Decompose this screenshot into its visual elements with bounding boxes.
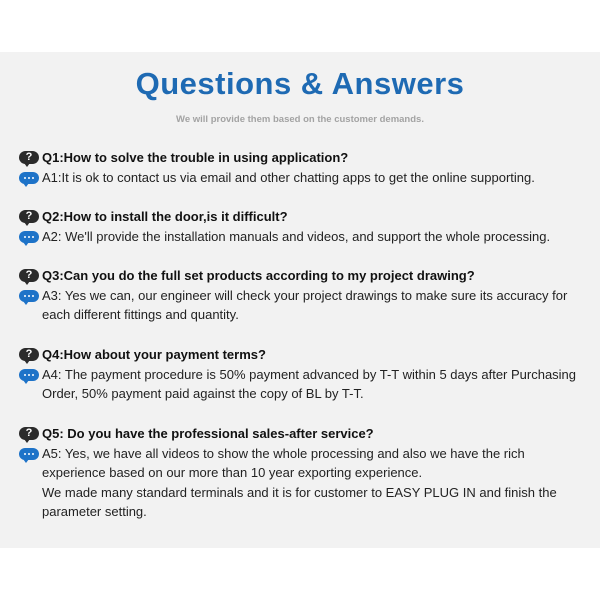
answer-row-continued: [19, 384, 597, 404]
question-text: Q2:How to install the door,is it difficult?: [42, 209, 288, 224]
question-bubble-icon: ?: [19, 348, 39, 361]
answer-row: [19, 365, 597, 385]
answer-row-continued: [19, 483, 597, 503]
answer-text-line: Order, 50% payment paid against the copy of BL by T-T.: [42, 386, 364, 401]
answer-text-line: A3: Yes we can, our engineer will check your project drawings to make sure its accuracy for: [42, 287, 568, 303]
question-text: Q3:Can you do the full set products according to my project drawing?: [42, 268, 475, 283]
question-row: [19, 345, 597, 365]
answer-row: [19, 227, 597, 247]
qa-item-1: [19, 148, 597, 187]
answer-bubble-icon: [19, 172, 39, 184]
answer-row: [19, 444, 597, 464]
answer-bubble-icon: [19, 231, 39, 243]
question-text: Q5: Do you have the professional sales-after service?: [42, 426, 374, 441]
answer-row: [19, 168, 597, 188]
answer-bubble-icon: [19, 290, 39, 302]
answer-text-line: A4: The payment procedure is 50% payment advanced by T-T within 5 days after Purchasing: [42, 366, 577, 382]
answer-row-continued: [19, 502, 597, 522]
question-row: [19, 207, 597, 227]
question-bubble-icon: ?: [19, 210, 39, 223]
answer-text-line: experience based on our more than 10 year exporting experience.: [42, 465, 423, 480]
qa-item-4: [19, 345, 597, 404]
question-bubble-icon: ?: [19, 151, 39, 164]
answer-bubble-icon: [19, 369, 39, 381]
qa-item-3: [19, 266, 597, 325]
question-bubble-icon: ?: [19, 427, 39, 440]
question-text: Q1:How to solve the trouble in using application?: [42, 150, 349, 165]
answer-row-continued: [19, 305, 597, 325]
page-title: Questions & Answers: [135, 66, 465, 101]
question-row: [19, 424, 597, 444]
qa-item-2: [19, 207, 597, 246]
answer-text-line: each different fittings and quantity.: [42, 307, 239, 322]
question-row: [19, 148, 597, 168]
answer-text-line: parameter setting.: [42, 504, 147, 519]
question-row: [19, 266, 597, 286]
answer-text-line: A1:It is ok to contact us via email and other chatting apps to get the online supporting.: [42, 169, 535, 185]
answer-text-line: A5: Yes, we have all videos to show the whole processing and also we have the rich: [42, 445, 525, 461]
qa-item-5: [19, 424, 597, 522]
question-text: Q4:How about your payment terms?: [42, 347, 266, 362]
answer-text-line: We made many standard terminals and it is for customer to EASY PLUG IN and finish the: [42, 484, 557, 500]
answer-row: [19, 286, 597, 306]
answer-row-continued: [19, 463, 597, 483]
page-subtitle: We will provide them based on the customer demands.: [176, 114, 424, 125]
answer-bubble-icon: [19, 448, 39, 460]
question-bubble-icon: ?: [19, 269, 39, 282]
answer-text-line: A2: We'll provide the installation manuals and videos, and support the whole processing.: [42, 228, 551, 244]
